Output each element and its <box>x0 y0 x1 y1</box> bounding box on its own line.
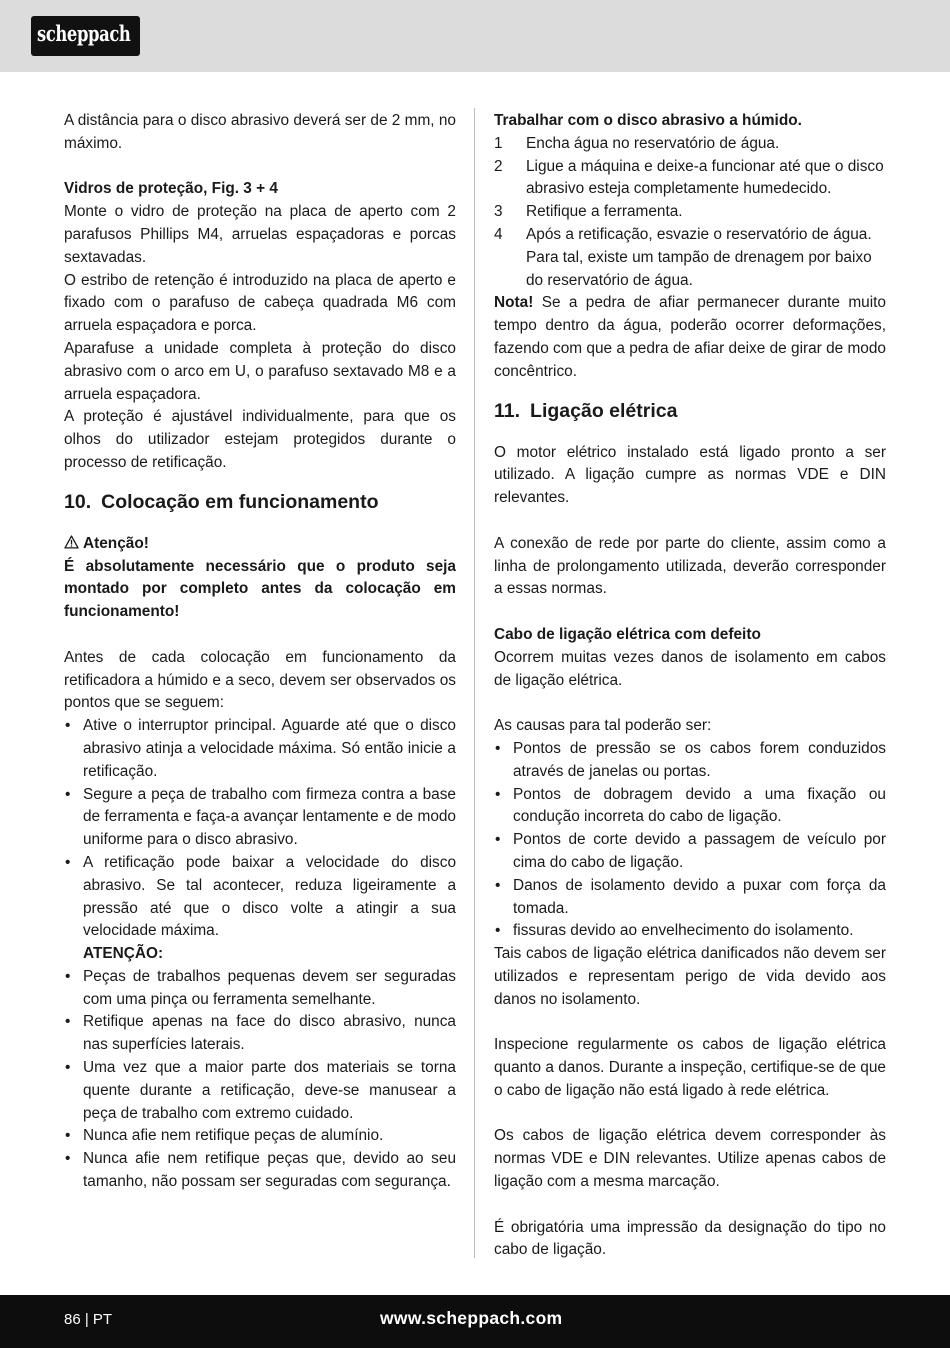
list-item: • Peças de trabalhos pequenas devem ser seguradas com uma pinça ou ferramenta semelhante. <box>64 966 456 1012</box>
inspect-paragraph: Inspecione regularmente os cabos de ligação elétrica quanto a danos. Durante a inspeção, certifique-se de que o cabo de ligação não está ligado à rede elétrica. <box>494 1036 886 1099</box>
list-item: • Pontos de dobragem devido a uma fixação ou condução incorreta do cabo de ligação. <box>494 784 886 830</box>
section-10-heading <box>64 489 456 515</box>
step-number: 3 <box>494 203 503 221</box>
operation-bullet-list <box>64 715 456 943</box>
section-11-number: 11. <box>494 399 521 422</box>
section-10-title: Colocação em funcionamento <box>101 490 379 513</box>
glass-paragraph-4: A proteção é ajustável individualmente, para que os olhos do utilizador estejam protegidos durante o processo de retificação. <box>64 408 456 471</box>
step-text: Após a retificação, esvazie o reservatório de água. Para tal, existe um tampão de drenagem por baixo do reservatório de água. <box>526 225 872 289</box>
section-11-heading <box>494 398 886 424</box>
list-item: • A retificação pode baixar a velocidade do disco abrasivo. Se tal acontecer, reduza ligeiramente a pressão até que o disco volte a atingir a sua velocidade máxima. <box>64 852 456 943</box>
attention-label-line <box>64 533 456 556</box>
glass-section-title: Vidros de proteção, Fig. 3 + 4 <box>64 180 278 198</box>
list-item <box>494 224 886 292</box>
causes-intro: As causas para tal poderão ser: <box>494 717 712 735</box>
note-text: Se a pedra de afiar permanecer durante muito tempo dentro da água, poderão ocorrer deformações, fazendo com que a pedra de afiar deixe de girar de modo concêntrico. <box>494 294 886 380</box>
motor-paragraph: O motor elétrico instalado está ligado pronto a ser utilizado. A ligação cumpre as normas VDE e DIN relevantes. <box>494 443 886 507</box>
atencao-caps-label: ATENÇÃO: <box>83 945 164 963</box>
step-number: 1 <box>494 134 503 152</box>
type-designation-paragraph: É obrigatória uma impressão da designação do tipo no cabo de ligação. <box>494 1218 886 1259</box>
attention-text: É absolutamente necessário que o produto seja montado por completo antes da colocação em funcionamento! <box>64 557 456 621</box>
list-item: • Segure a peça de trabalho com firmeza contra a base de ferramenta e faça-a avançar lentamente e de modo uniforme para o disco abrasivo. <box>64 784 456 852</box>
page-footer <box>0 1295 950 1348</box>
section-11-title: Ligação elétrica <box>530 399 678 422</box>
step-text: Ligue a máquina e deixe-a funcionar até que o disco abrasivo esteja completamente humedecido. <box>526 157 884 198</box>
left-column <box>64 110 456 1194</box>
list-item <box>494 133 886 156</box>
attention-label: Atenção! <box>83 534 149 552</box>
section-10-number: 10. <box>64 490 92 513</box>
network-paragraph: A conexão de rede por parte do cliente, assim como a linha de prolongamento utilizada, deverão corresponder a essas normas. <box>494 534 886 598</box>
step-number: 4 <box>494 225 503 243</box>
operation-intro: Antes de cada colocação em funcionamento da retificadora a húmido e a seco, devem ser observados os pontos que se seguem: <box>64 648 456 712</box>
list-item: • Pontos de corte devido a passagem de veículo por cima do cabo de ligação. <box>494 829 886 875</box>
website-link[interactable]: www.scheppach.com <box>380 1308 563 1328</box>
glass-paragraph-1: Monte o vidro de proteção na placa de aperto com 2 parafusos Phillips M4, arruelas espaçadoras e porcas sextavadas. <box>64 203 456 266</box>
list-item: • Nunca afie nem retifique peças que, devido ao seu tamanho, não possam ser seguradas com segurança. <box>64 1148 456 1194</box>
distance-paragraph: A distância para o disco abrasivo deverá ser de 2 mm, no máximo. <box>64 112 456 152</box>
note-paragraph <box>494 292 886 383</box>
glass-paragraph-2: O estribo de retenção é introduzido na placa de aperto e fixado com o parafuso de cabeça quadrada M6 com arruela espaçadora e porca. <box>64 271 456 335</box>
defective-cable-title: Cabo de ligação elétrica com defeito <box>494 625 761 643</box>
list-item: • Danos de isolamento devido a puxar com força da tomada. <box>494 875 886 921</box>
step-text: Retifique a ferramenta. <box>526 203 683 221</box>
page-number: 86 | PT <box>64 1311 113 1328</box>
column-divider <box>474 108 475 1258</box>
cable-standards-paragraph: Os cabos de ligação elétrica devem corresponder às normas VDE e DIN relevantes. Utilize apenas cabos de ligação com a mesma marcação. <box>494 1127 886 1191</box>
list-item: • Pontos de pressão se os cabos forem conduzidos através de janelas ou portas. <box>494 738 886 784</box>
defective-cable-paragraph: Ocorrem muitas vezes danos de isolamento em cabos de ligação elétrica. <box>494 648 886 689</box>
brand-logo <box>31 16 140 56</box>
brand-logo-text: scheppach <box>37 21 131 46</box>
right-column <box>494 110 886 1262</box>
wet-grinding-steps <box>494 133 886 293</box>
causes-bullet-list <box>494 738 886 943</box>
damaged-cables-paragraph: Tais cabos de ligação elétrica danificados não devem ser utilizados e representam perigo de vida devido aos danos no isolamento. <box>494 945 886 1008</box>
list-item <box>494 156 886 202</box>
page-header <box>0 0 950 72</box>
note-label: Nota! <box>494 294 534 312</box>
list-item: • Ative o interruptor principal. Aguarde até que o disco abrasivo atinja a velocidade máxima. Só então inicie a retificação. <box>64 715 456 783</box>
caution-bullet-list <box>64 966 456 1194</box>
list-item: • Retifique apenas na face do disco abrasivo, nunca nas superfícies laterais. <box>64 1011 456 1057</box>
list-item: • Uma vez que a maior parte dos materiais se torna quente durante a retificação, deve-se manusear a peça de trabalho com extremo cuidado. <box>64 1057 456 1125</box>
step-number: 2 <box>494 157 503 175</box>
warning-triangle-icon <box>64 535 79 549</box>
wet-grinding-title: Trabalhar com o disco abrasivo a húmido. <box>494 112 802 129</box>
glass-paragraph-3: Aparafuse a unidade completa à proteção do disco abrasivo com o arco em U, o parafuso sextavado M8 e a arruela espaçadora. <box>64 339 456 403</box>
list-item: • fissuras devido ao envelhecimento do isolamento. <box>494 920 886 943</box>
step-text: Encha água no reservatório de água. <box>526 134 780 152</box>
list-item <box>494 201 886 224</box>
list-item: • Nunca afie nem retifique peças de alumínio. <box>64 1125 456 1148</box>
